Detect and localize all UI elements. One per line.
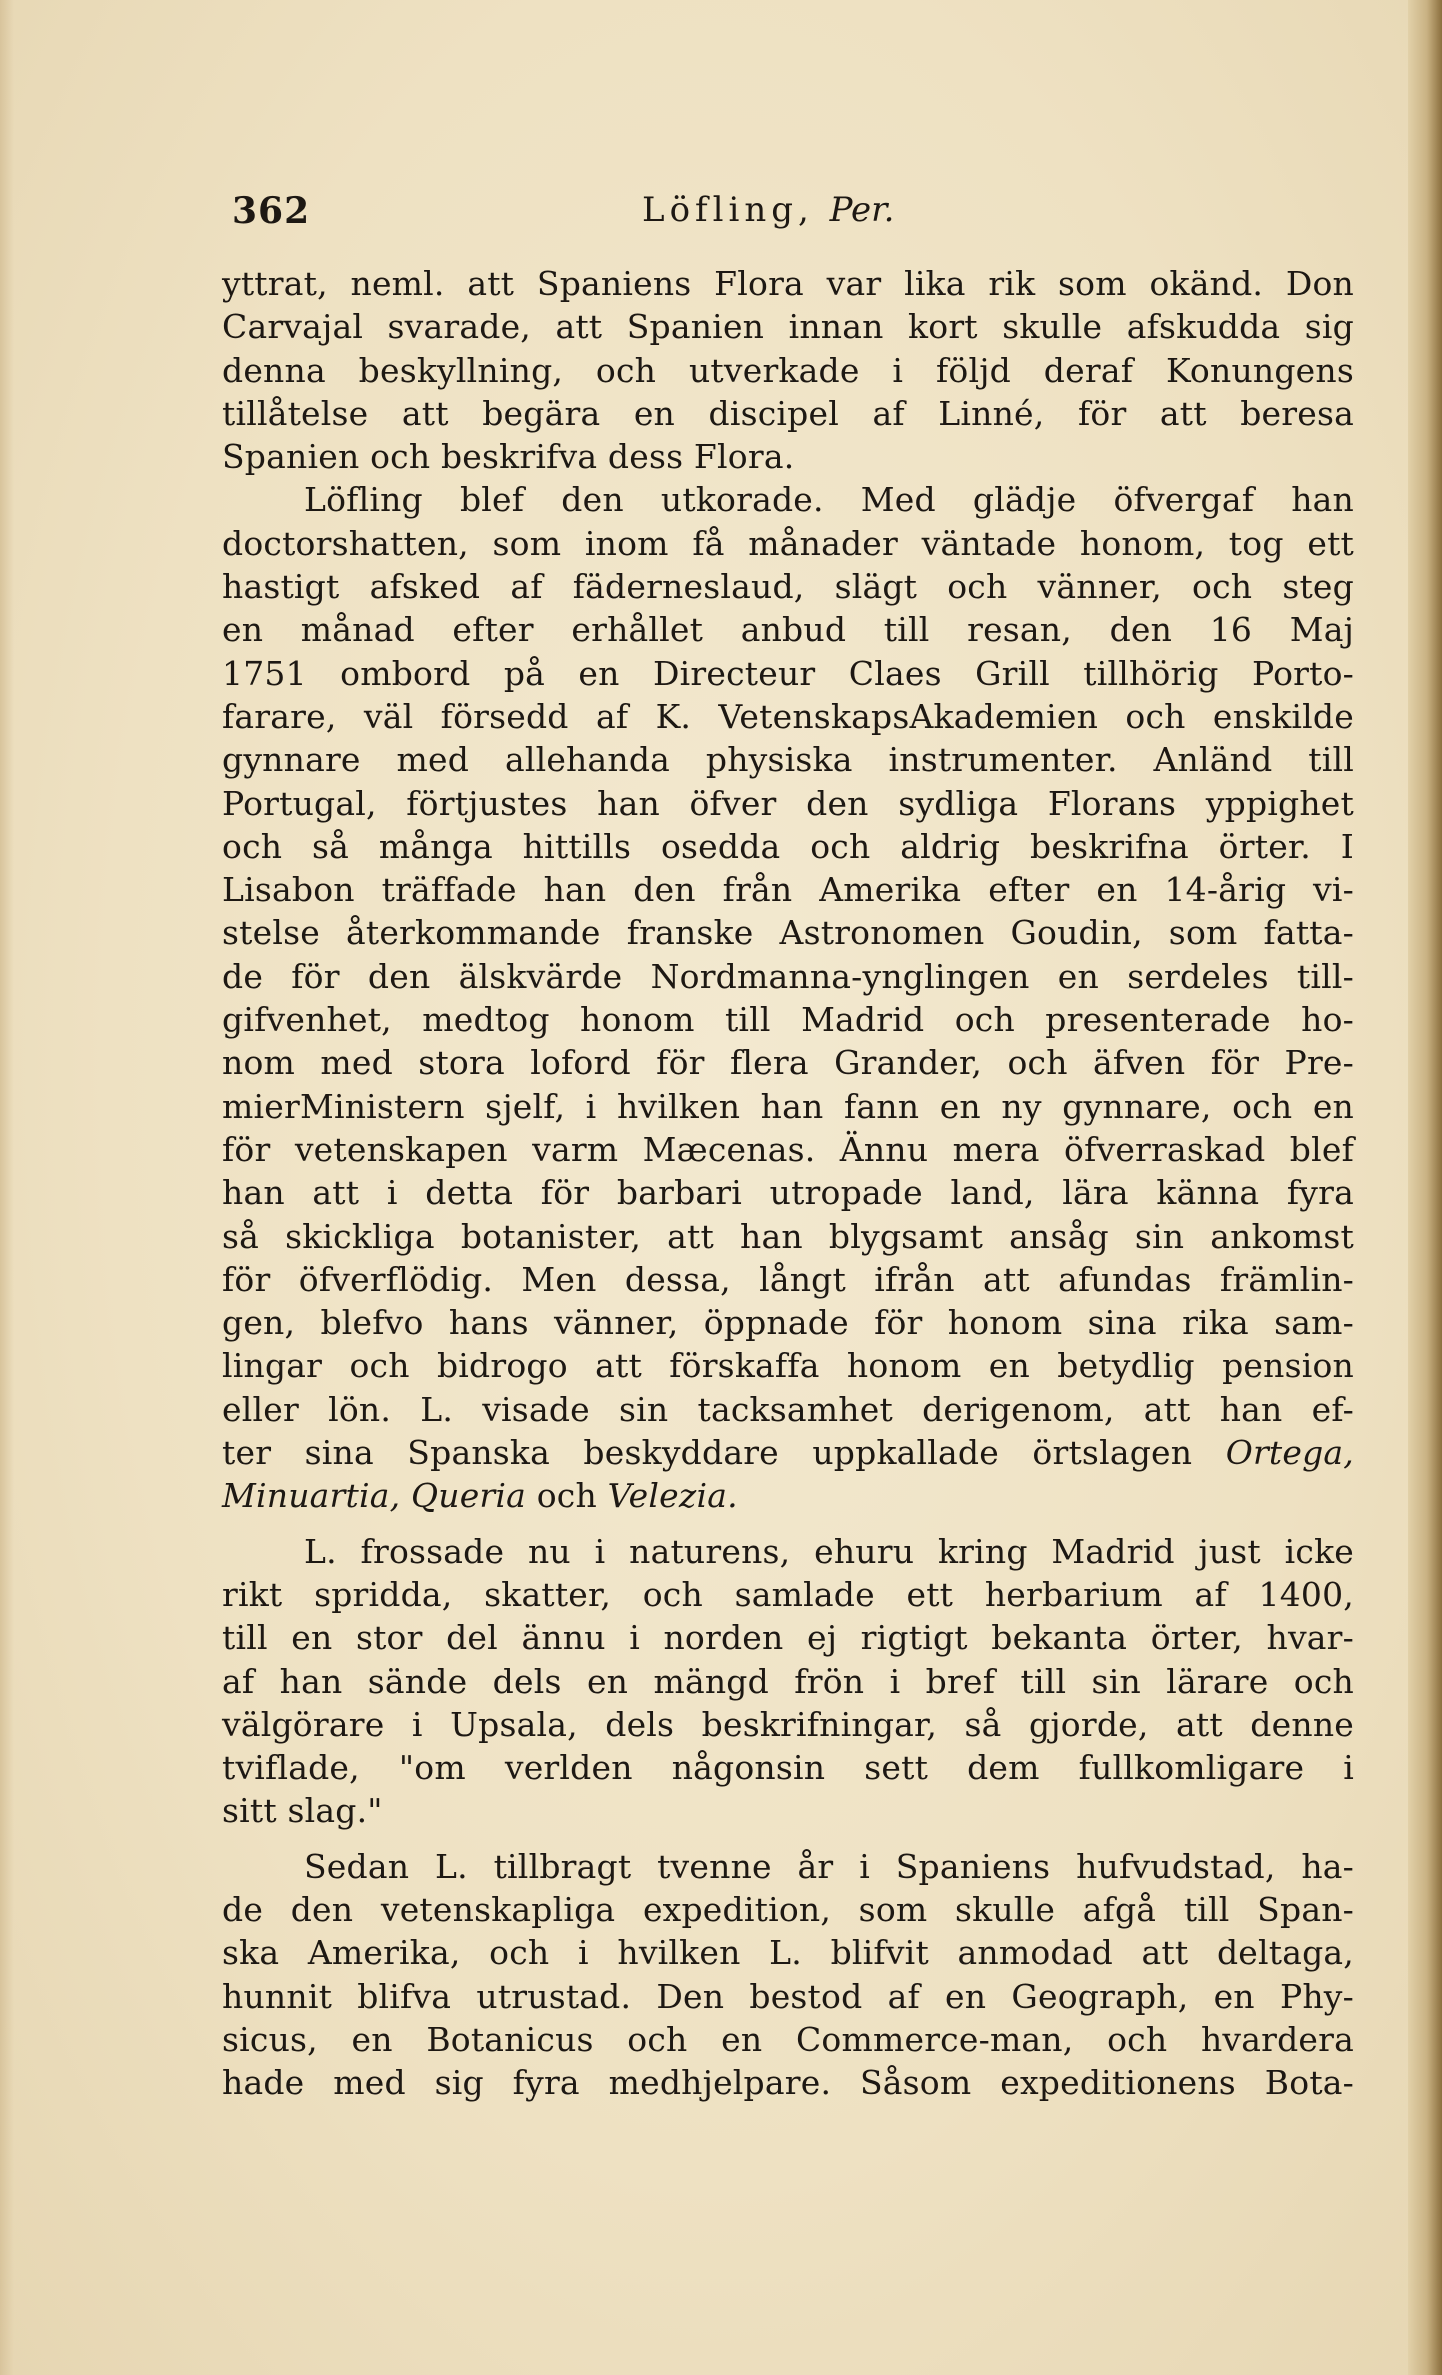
paragraph-3 (222, 1530, 1354, 1833)
text-line-segment: ter sina Spanska beskyddare uppkallade örtslagen (222, 1433, 1193, 1473)
page-header (232, 190, 1322, 250)
text-line: nom med stora loford för flera Grander, och äfven för Pre- (222, 1043, 1354, 1083)
page-number: 362 (232, 190, 311, 232)
paragraph-2 (222, 478, 1354, 1517)
text-line: Spanien och beskrifva dess Flora. (222, 437, 795, 477)
text-line: gen, blefvo hans vänner, öppnade för honom sina rika sam- (222, 1303, 1354, 1343)
text-line: till en stor del ännu i norden ej rigtigt bekanta örter, hvar- (222, 1618, 1354, 1658)
text-line: och så många hittills osedda och aldrig beskrifna örter. I (222, 826, 1354, 866)
text-line: Lisabon träffade han den från Amerika efter en 14-årig vi- (222, 870, 1354, 910)
conjunction: och (536, 1476, 597, 1516)
genus-name: Minuartia, (222, 1476, 401, 1516)
genus-name: Velezia. (607, 1476, 738, 1516)
text-line: välgörare i Upsala, dels beskrifningar, så gjorde, att denne (222, 1704, 1354, 1744)
text-line: Sedan L. tillbragt tvenne år i Spaniens hufvudstad, ha- (304, 1846, 1354, 1886)
text-line: mierMinistern sjelf, i hvilken han fann en ny gynnare, och en (222, 1086, 1354, 1126)
running-head-name: Löfling, (642, 190, 814, 230)
text-line: yttrat, neml. att Spaniens Flora var lika rik som okänd. Don (222, 264, 1354, 303)
text-line: han att i detta för barbari utropade land, lära känna fyra (222, 1173, 1354, 1213)
running-head (642, 190, 894, 230)
body-text (222, 262, 1354, 2104)
text-line: hade med sig fyra medhjelpare. Såsom expeditionens Bota- (222, 2063, 1354, 2103)
genus-name: Ortega, (1225, 1433, 1354, 1473)
paragraph-4 (222, 1845, 1354, 2105)
paragraph-1 (222, 262, 1354, 478)
text-line: en månad efter erhållet anbud till resan, den 16 Maj (222, 610, 1354, 650)
text-line: 1751 ombord på en Directeur Claes Grill tillhörig Porto- (222, 653, 1354, 693)
text-line: Löfling blef den utkorade. Med glädje öfvergaf han (304, 480, 1354, 520)
text-line: gynnare med allehanda physiska instrumenter. Anländ till (222, 740, 1354, 780)
text-line: doctorshatten, som inom få månader väntade honom, tog ett (222, 523, 1354, 563)
page-left-edge (0, 0, 14, 2375)
text-line: af han sände dels en mängd frön i bref till sin lärare och (222, 1661, 1354, 1701)
text-line: de för den älskvärde Nordmanna-ynglingen en serdeles till- (222, 956, 1354, 996)
text-line: Carvajal svarade, att Spanien innan kort skulle afskudda sig (222, 307, 1354, 347)
text-line: stelse återkommande franske Astronomen Goudin, som fatta- (222, 913, 1354, 953)
text-line: gifvenhet, medtog honom till Madrid och presenterade ho- (222, 1000, 1354, 1040)
text-line: hunnit blifva utrustad. Den bestod af en Geograph, en Phy- (222, 1976, 1354, 2016)
text-line-genera (222, 1474, 1354, 1517)
text-line: för öfverflödig. Men dessa, långt ifrån att afundas främlin- (222, 1259, 1354, 1299)
text-line: tviflade, "om verlden någonsin sett dem fullkomligare i (222, 1748, 1354, 1788)
text-line: L. frossade nu i naturens, ehuru kring Madrid just icke (304, 1531, 1354, 1571)
text-line: lingar och bidrogo att förskaffa honom en betydlig pension (222, 1346, 1354, 1386)
text-line: farare, väl försedd af K. VetenskapsAkademien och enskilde (222, 696, 1354, 736)
text-line: de den vetenskapliga expedition, som skulle afgå till Span- (222, 1889, 1354, 1929)
genus-name: Queria (410, 1476, 527, 1516)
text-line: sitt slag." (222, 1791, 383, 1831)
text-line: för vetenskapen varm Mæcenas. Ännu mera öfverraskad blef (222, 1129, 1354, 1169)
text-line: denna beskyllning, och utverkade i följd deraf Konungens (222, 350, 1354, 390)
text-line: Portugal, förtjustes han öfver den sydliga Florans yppighet (222, 783, 1354, 823)
text-line-with-italic-tail (222, 1431, 1354, 1474)
text-line: sicus, en Botanicus och en Commerce-man, och hvardera (222, 2019, 1354, 2059)
running-head-italic: Per. (829, 190, 895, 230)
text-line: tillåtelse att begära en discipel af Linné, för att beresa (222, 393, 1354, 433)
text-line: så skickliga botanister, att han blygsamt ansåg sin ankomst (222, 1216, 1354, 1256)
text-line: eller lön. L. visade sin tacksamhet derigenom, att han ef- (222, 1389, 1354, 1429)
text-line: rikt spridda, skatter, och samlade ett herbarium af 1400, (222, 1574, 1354, 1614)
text-line: ska Amerika, och i hvilken L. blifvit anmodad att deltaga, (222, 1933, 1354, 1973)
page-gutter-shadow (1408, 0, 1442, 2375)
text-line: hastigt afsked af fäderneslaud, slägt och vänner, och steg (222, 567, 1354, 607)
